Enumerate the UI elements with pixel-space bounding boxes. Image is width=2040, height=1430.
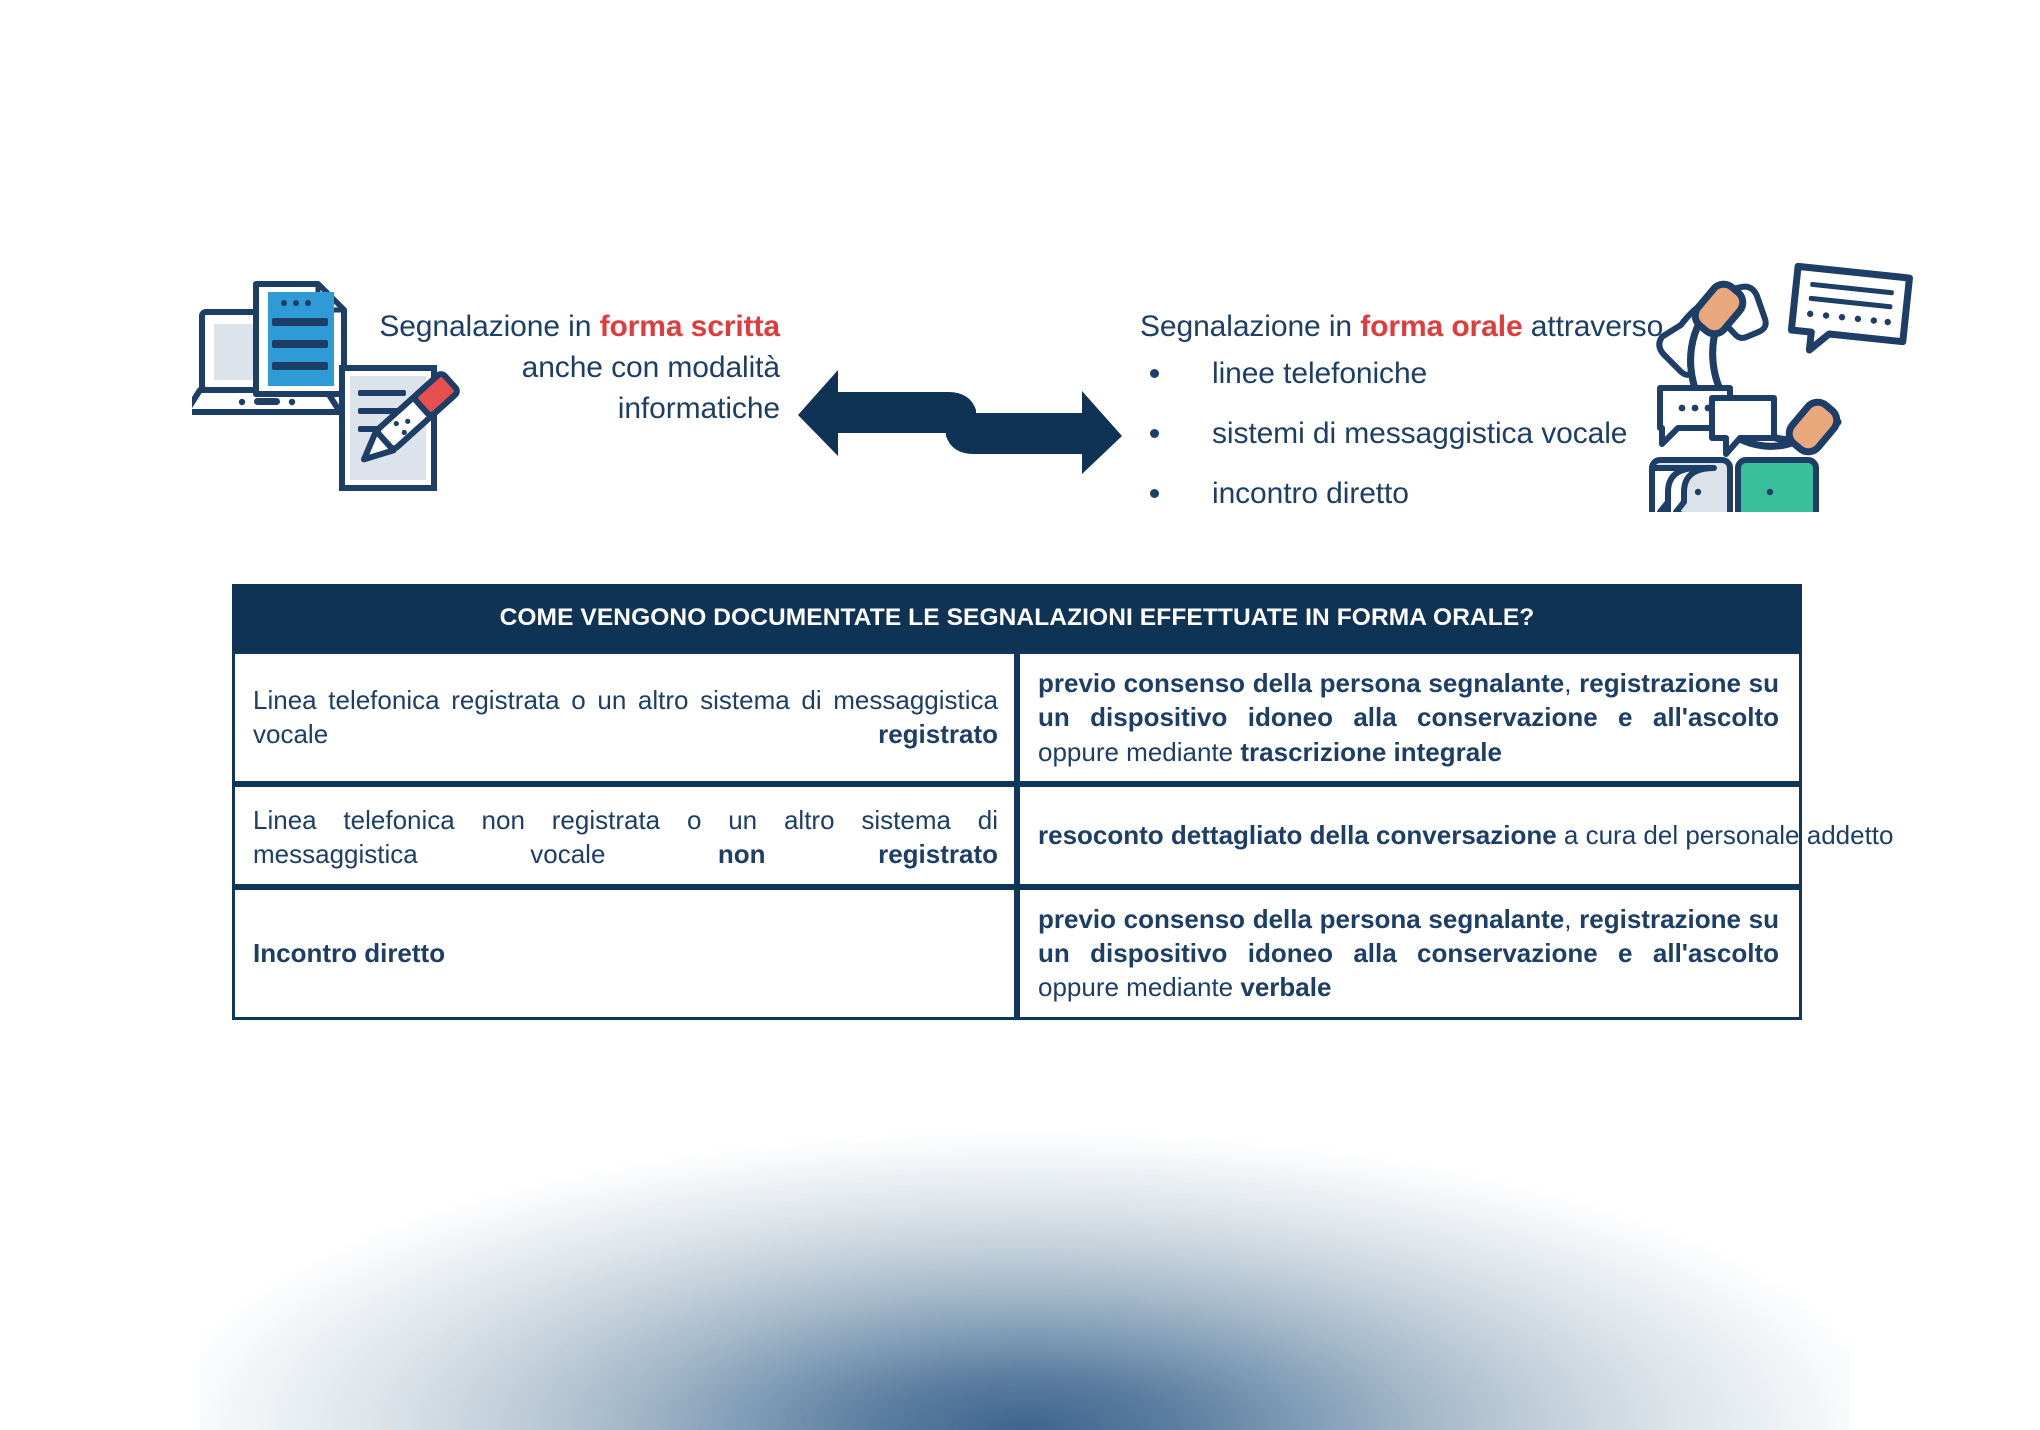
row1-doc-plain-1: , — [1564, 668, 1580, 698]
row1-doc-plain-2: oppure mediante — [1038, 736, 1241, 767]
table-row — [232, 887, 1802, 1020]
row2-channel-bold: non registrato — [717, 839, 998, 870]
row2-channel-plain: Linea telefonica non registrata o un altro sistema di messaggistica vocale — [253, 804, 998, 870]
list-item — [1140, 353, 1720, 394]
table-header-row — [232, 584, 1802, 651]
row2-doc-bold-1: resoconto dettagliato della conversazione — [1038, 820, 1557, 851]
written-line-1 — [300, 306, 780, 347]
row1-channel-plain: Linea telefonica registrata o un altro sistema di messaggistica vocale — [253, 685, 998, 750]
row3-doc-bold-3: verbale — [1240, 972, 1332, 1003]
oral-form-text — [1140, 306, 1720, 533]
oral-bullet-1: linee telefoniche — [1212, 357, 1428, 391]
row3-documentation-cell — [1017, 887, 1802, 1020]
list-item — [1140, 413, 1720, 454]
row1-channel-cell — [232, 651, 1017, 784]
row1-documentation-cell — [1017, 651, 1802, 784]
top-comparison-section — [0, 0, 2040, 560]
row3-doc-plain-2: oppure mediante — [1038, 972, 1241, 1003]
row2-documentation-cell — [1017, 784, 1894, 887]
oral-lead-line — [1140, 306, 1720, 347]
table-header-title: COME VENGONO DOCUMENTATE LE SEGNALAZIONI EFFETTUATE IN FORMA ORALE? — [232, 584, 1802, 651]
table-row — [232, 784, 1802, 887]
written-line-3: informatiche — [617, 392, 780, 426]
row1-channel-bold: registrato — [878, 719, 998, 750]
row3-doc-plain-1: , — [1564, 903, 1580, 934]
row1-doc-bold-2: registrazione su un dispositivo idoneo alla conservazione e all'ascolto — [1038, 668, 1779, 733]
documentation-table — [232, 584, 1894, 1020]
row1-doc-bold-1: previo consenso della persona segnalante — [1038, 668, 1565, 698]
oral-bullet-2: sistemi di messaggistica vocale — [1212, 417, 1628, 451]
table-row — [232, 651, 1802, 784]
row3-channel-bold: Incontro diretto — [253, 937, 446, 968]
bottom-decorative-gradient — [200, 1030, 1850, 1430]
oral-lead-suffix: attraverso — [1522, 310, 1664, 343]
bullet-dot-icon — [1150, 369, 1159, 378]
row3-doc-bold-1: previo consenso della persona segnalante — [1038, 903, 1565, 934]
list-item — [1140, 473, 1720, 514]
phone-speech-people-icon — [1646, 262, 1926, 512]
row2-channel-cell — [232, 784, 1017, 887]
written-form-text — [300, 306, 780, 429]
row3-channel-cell — [232, 887, 1017, 1020]
written-line-1-prefix: Segnalazione in — [379, 310, 600, 343]
bidirectional-arrow-icon — [798, 352, 1122, 474]
row3-doc-bold-2: registrazione su un dispositivo idoneo alla conservazione e all'ascolto — [1038, 903, 1779, 968]
bullet-dot-icon — [1150, 489, 1159, 498]
bullet-dot-icon — [1150, 429, 1159, 438]
row2-doc-plain-1: a cura del personale addetto — [1556, 820, 1894, 851]
written-highlight: forma scritta — [599, 310, 780, 343]
row1-doc-bold-3: trascrizione integrale — [1240, 736, 1502, 767]
written-line-2: anche con modalità — [521, 351, 780, 385]
oral-bullet-3: incontro diretto — [1212, 477, 1409, 511]
oral-channels-list — [1140, 353, 1720, 514]
oral-lead-prefix: Segnalazione in — [1140, 310, 1361, 343]
oral-highlight: forma orale — [1360, 310, 1523, 343]
